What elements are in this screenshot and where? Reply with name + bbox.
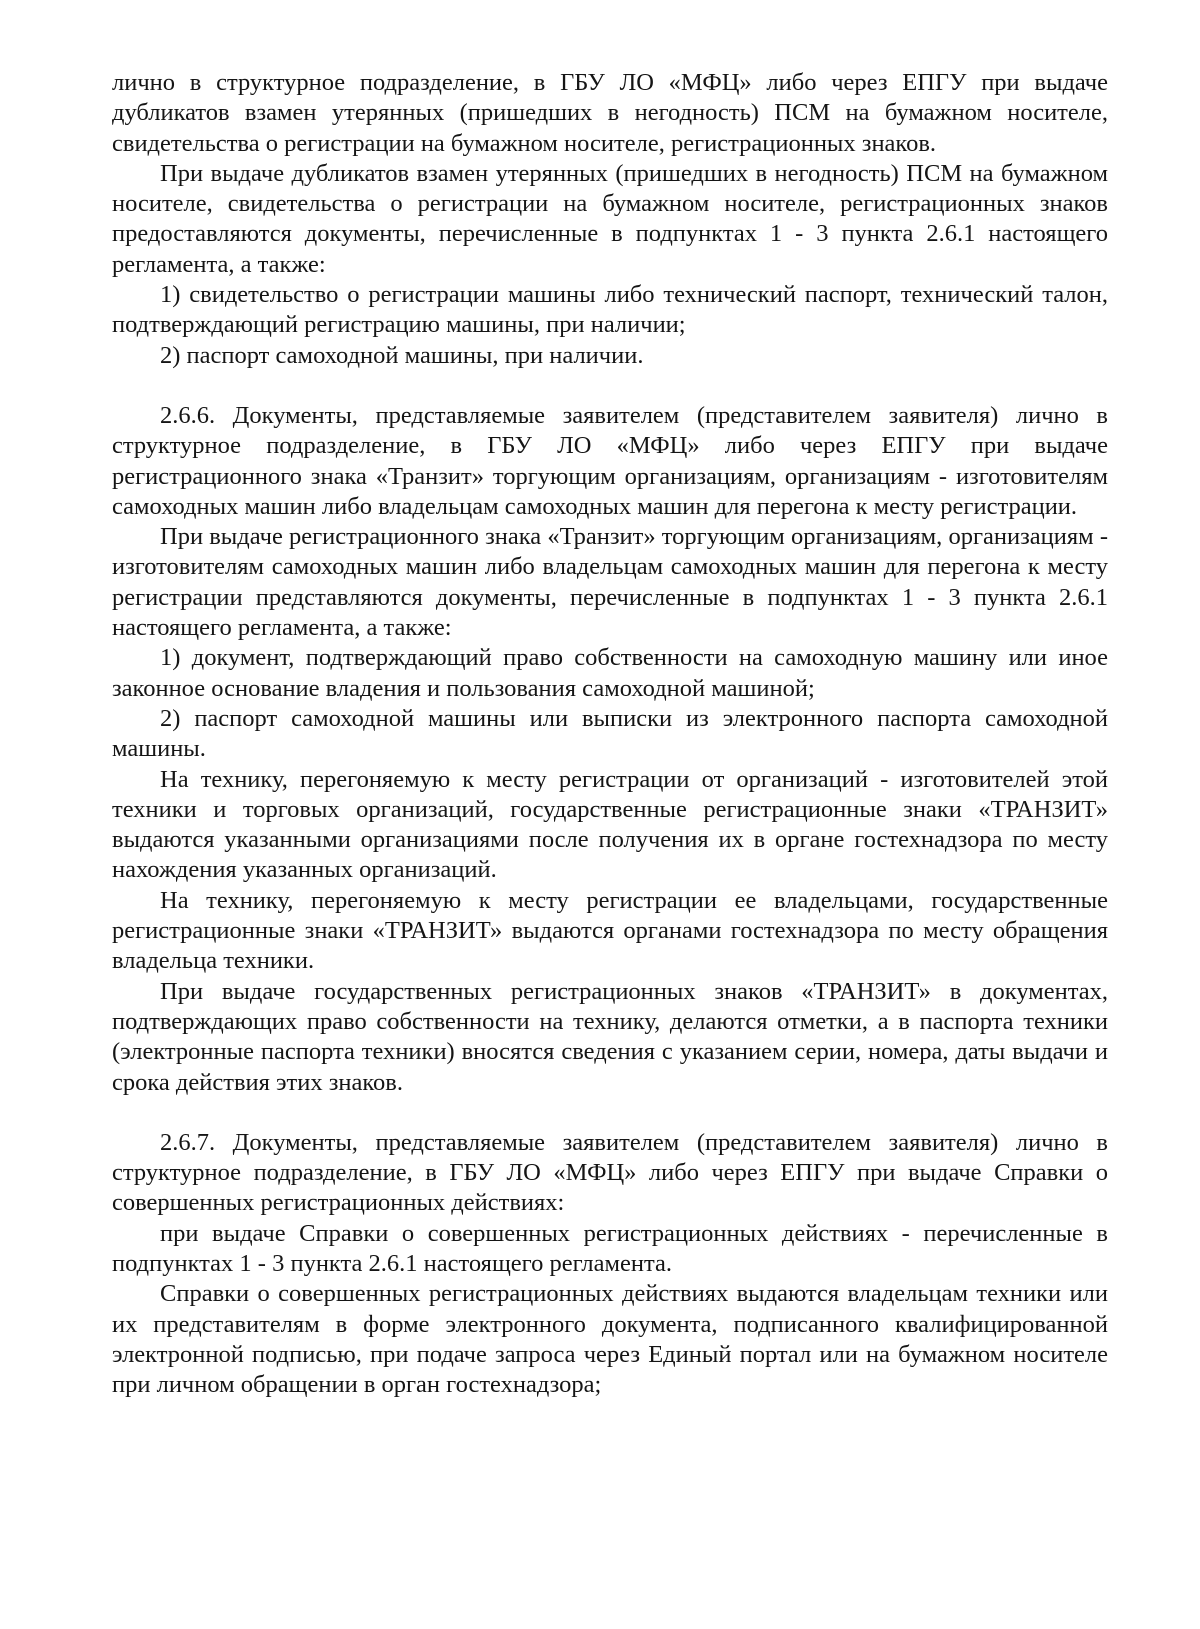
paragraph-certificate-issuance: Справки о совершенных регистрационных действиях выдаются владельцам техники или их представителям в форме электронного документа, подписанного квалифицированной электронной подписью, при подаче запроса через Единый портал или на бумажном носителе при личном обращении в орган гостехнадзора; bbox=[112, 1280, 1108, 1399]
paragraph-transit-marks: При выдаче государственных регистрационных знаков «ТРАНЗИТ» в документах, подтверждающих право собственности на технику, делаются отметки, а в паспорта техники (электронные паспорта техники) вносятся сведения с указанием серии, номера, даты выдачи и срока действия этих знаков. bbox=[112, 977, 1108, 1096]
section-2-6-6-heading-paragraph: 2.6.6. Документы, представляемые заявителем (представителем заявителя) лично в структурное подразделение, в ГБУ ЛО «МФЦ» либо через ЕПГУ при выдаче регистрационного знака «Транзит» торгующим организациям, организациям - изготовителям самоходных машин либо владельцам самоходных машин для перегона к месту регистрации. bbox=[112, 401, 1108, 520]
paragraph-continuation: лично в структурное подразделение, в ГБУ ЛО «МФЦ» либо через ЕПГУ при выдаче дубликатов взамен утерянных (пришедших в негодность) ПСМ на бумажном носителе, свидетельства о регистрации на бумажном носителе, регистрационных знаков. bbox=[112, 69, 1108, 157]
paragraph-transit-from-organizations: На технику, перегоняемую к месту регистрации от организаций - изготовителей этой техники и торговых организаций, государственные регистрационные знаки «ТРАНЗИТ» выдаются указанными организациями после получения их в органе гостехнадзора по месту нахождения указанных организаций. bbox=[112, 765, 1108, 884]
list-item-ownership-document: 1) документ, подтверждающий право собственности на самоходную машину или иное законное основание владения и пользования самоходной машиной; bbox=[112, 644, 1108, 702]
list-item-registration-certificate: 1) свидетельство о регистрации машины либо технический паспорт, технический талон, подтверждающий регистрацию машины, при наличии; bbox=[112, 281, 1108, 339]
paragraph-transit-from-owners: На технику, перегоняемую к месту регистрации ее владельцами, государственные регистрационные знаки «ТРАНЗИТ» выдаются органами гостехнадзора по месту обращения владельца техники. bbox=[112, 886, 1108, 975]
paragraph-transit-documents: При выдаче регистрационного знака «Транзит» торгующим организациям, организациям - изготовителям самоходных машин либо владельцам самоходных машин для перегона к месту регистрации представляются документы, перечисленные в подпунктах 1 - 3 пункта 2.6.1 настоящего регламента, а также: bbox=[112, 523, 1108, 642]
paragraph-certificate-documents: при выдаче Справки о совершенных регистрационных действиях - перечисленные в подпунктах 1 - 3 пункта 2.6.1 настоящего регламента. bbox=[112, 1219, 1108, 1277]
section-spacer bbox=[112, 371, 1108, 401]
paragraph-duplicates-documents: При выдаче дубликатов взамен утерянных (пришедших в негодность) ПСМ на бумажном носителе, свидетельства о регистрации на бумажном носителе, регистрационных знаков предоставляются документы, перечисленные в подпунктах 1 - 3 пункта 2.6.1 настоящего регламента, а также: bbox=[112, 159, 1108, 278]
document-body bbox=[112, 68, 1108, 1400]
list-item-passport-extract: 2) паспорт самоходной машины или выписки из электронного паспорта самоходной машины. bbox=[112, 704, 1108, 763]
list-item-machine-passport: 2) паспорт самоходной машины, при наличии. bbox=[160, 341, 644, 369]
section-2-6-7-heading-paragraph: 2.6.7. Документы, представляемые заявителем (представителем заявителя) лично в структурное подразделение, в ГБУ ЛО «МФЦ» либо через ЕПГУ при выдаче Справки о совершенных регистрационных действиях: bbox=[112, 1128, 1108, 1217]
section-spacer bbox=[112, 1098, 1108, 1128]
